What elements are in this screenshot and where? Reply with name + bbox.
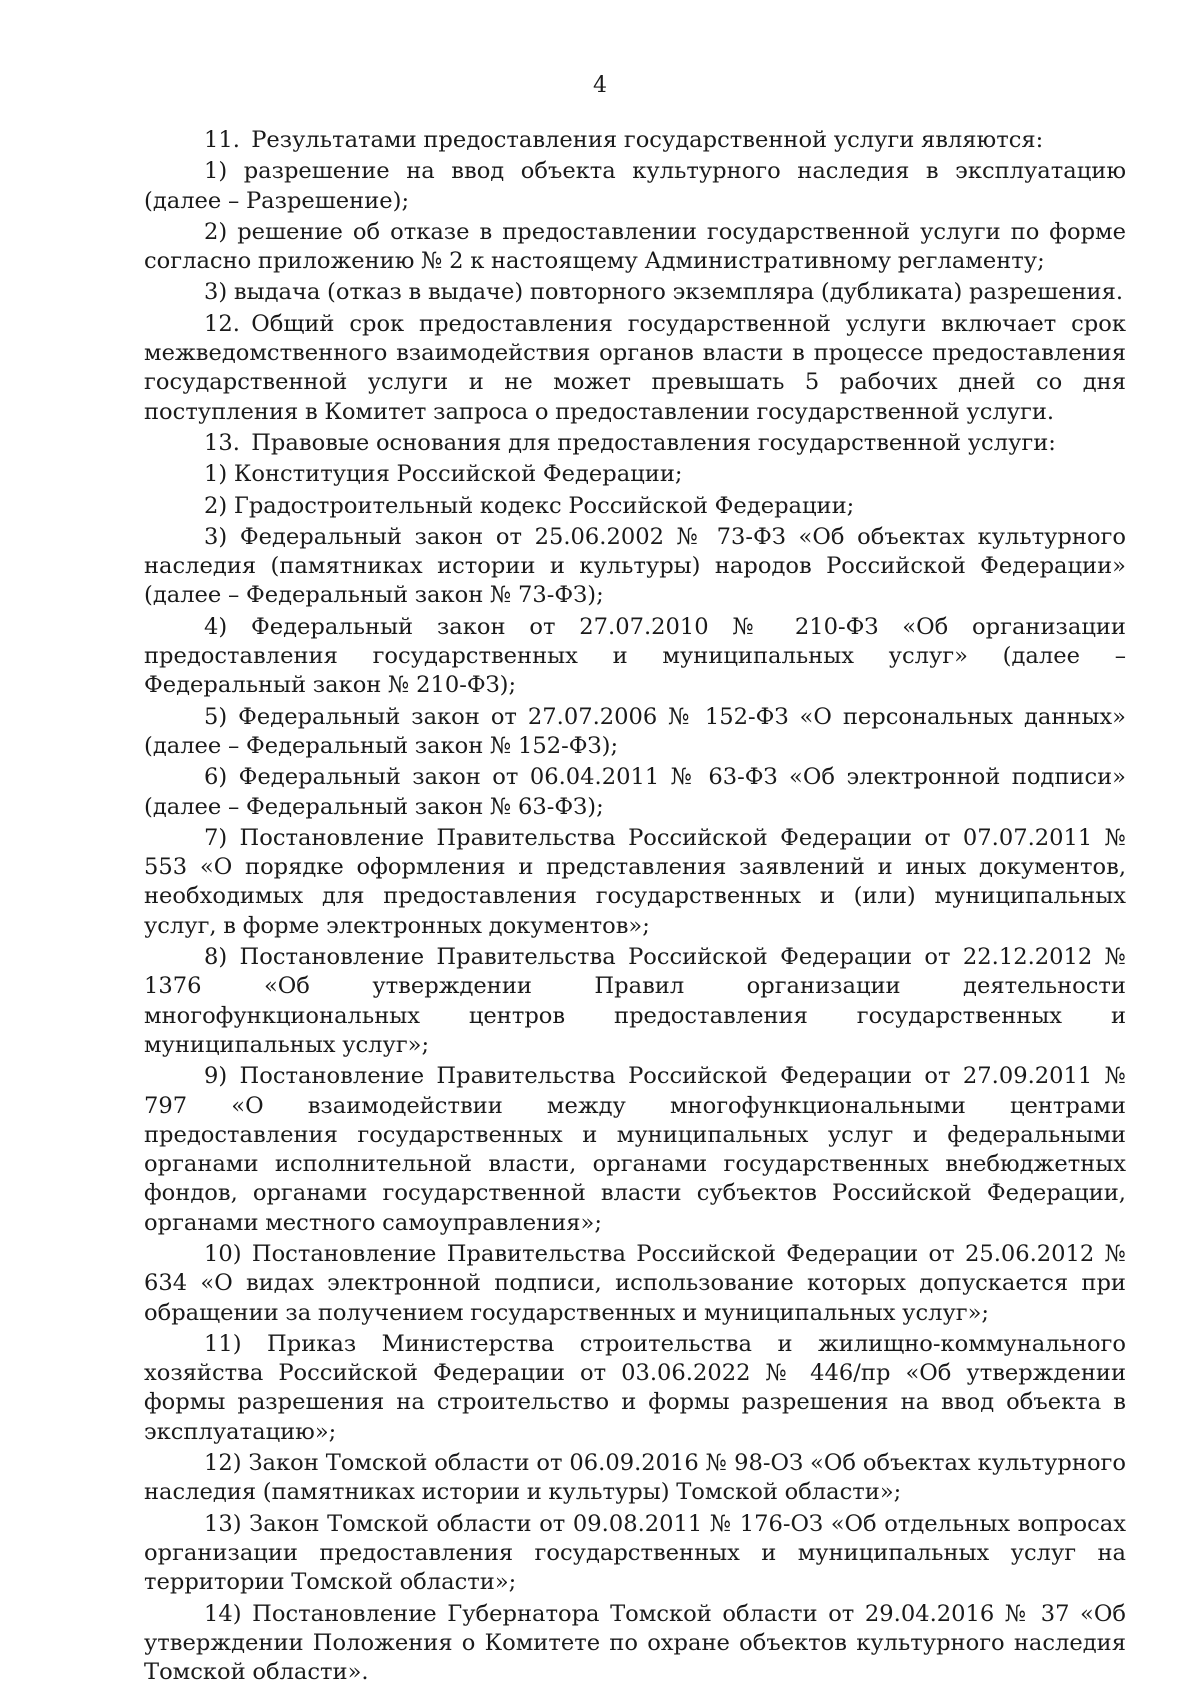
paragraph-12-term: 12. Общий срок предоставления государственной услуги включает срок межведомственного взаимодействия органов власти в процессе предоставления государственной услуги и не может превышать 5 рабочих дней со дня поступления в Комитет запроса о предоставлении государственной услуги. xyxy=(144,310,1126,425)
paragraph-13-item-8: 8) Постановление Правительства Российской Федерации от 22.12.2012 № 1376 «Об утверждении Правил организации деятельности многофункциональных центров предоставления государственных и муниципальных услуг»; xyxy=(144,944,1126,1058)
paragraph-11-item-3: 3) выдача (отказ в выдаче) повторного экземпляра (дубликата) разрешения. xyxy=(204,279,1124,306)
paragraph-13-item-2: 2) Градостроительный кодекс Российской Федерации; xyxy=(204,492,855,519)
paragraph-11-results: 11. Результатами предоставления государственной услуги являются: xyxy=(204,127,1044,153)
paragraph-13-legal-basis: 13. Правовые основания для предоставления государственной услуги: xyxy=(204,429,1056,456)
paragraph-13-item-1: 1) Конституция Российской Федерации; xyxy=(204,461,683,488)
paragraph-13-item-7: 7) Постановление Правительства Российской Федерации от 07.07.2011 № 553 «О порядке оформления и представления заявлений и иных документов, необходимых для предоставления государственных и (или) муниципальных услуг, в форме электронных документов»; xyxy=(144,824,1126,939)
paragraph-13-item-10: 10) Постановление Правительства Российской Федерации от 25.06.2012 № 634 «О видах электронной подписи, использование которых допускается при обращении за получением государственных и муниципальных услуг»; xyxy=(144,1240,1126,1326)
paragraph-11-item-2: 2) решение об отказе в предоставлении государственной услуги по форме согласно приложению № 2 к настоящему Административному регламенту; xyxy=(144,218,1126,275)
paragraph-13-item-5: 5) Федеральный закон от 27.07.2006 № 152-ФЗ «О персональных данных» (далее – Федеральный закон № 152-ФЗ); xyxy=(144,703,1126,759)
paragraph-13-item-6: 6) Федеральный закон от 06.04.2011 № 63-ФЗ «Об электронной подписи» (далее – Федеральный закон № 63-ФЗ); xyxy=(144,764,1126,820)
paragraph-13-item-3: 3) Федеральный закон от 25.06.2002 № 73-ФЗ «Об объектах культурного наследия (памятниках истории и культуры) народов Российской Федерации» (далее – Федеральный закон № 73-ФЗ); xyxy=(144,523,1126,609)
paragraph-13-item-13: 13) Закон Томской области от 09.08.2011 № 176-ОЗ «Об отдельных вопросах организации предоставления государственных и муниципальных услуг на территории Томской области»; xyxy=(144,1510,1126,1596)
page-number: 4 xyxy=(593,73,607,98)
paragraph-13-item-12: 12) Закон Томской области от 06.09.2016 № 98-ОЗ «Об объектах культурного наследия (памятниках истории и культуры) Томской области»; xyxy=(144,1450,1126,1506)
paragraph-13-item-9: 9) Постановление Правительства Российской Федерации от 27.09.2011 № 797 «О взаимодействии между многофункциональными центрами предоставления государственных и муниципальных услуг и федеральными органами исполнительной власти, органами государственных внебюджетных фондов, органами государственной власти субъектов Российской Федерации, органами местного самоуправления»; xyxy=(144,1063,1126,1236)
paragraph-11-item-1: 1) разрешение на ввод объекта культурного наследия в эксплуатацию (далее – Разрешение); xyxy=(144,158,1126,214)
document-body xyxy=(144,126,1126,1687)
paragraph-13-item-14: 14) Постановление Губернатора Томской области от 29.04.2016 № 37 «Об утверждении Положения о Комитете по охране объектов культурного наследия Томской области». xyxy=(144,1600,1126,1686)
paragraph-13-item-4: 4) Федеральный закон от 27.07.2010 № 210-ФЗ «Об организации предоставления государственных и муниципальных услуг» (далее – Федеральный закон № 210-ФЗ); xyxy=(144,613,1126,699)
paragraph-13-item-11: 11) Приказ Министерства строительства и жилищно-коммунального хозяйства Российской Федерации от 03.06.2022 № 446/пр «Об утверждении формы разрешения на строительство и формы разрешения на ввод объекта в эксплуатацию»; xyxy=(144,1330,1126,1445)
